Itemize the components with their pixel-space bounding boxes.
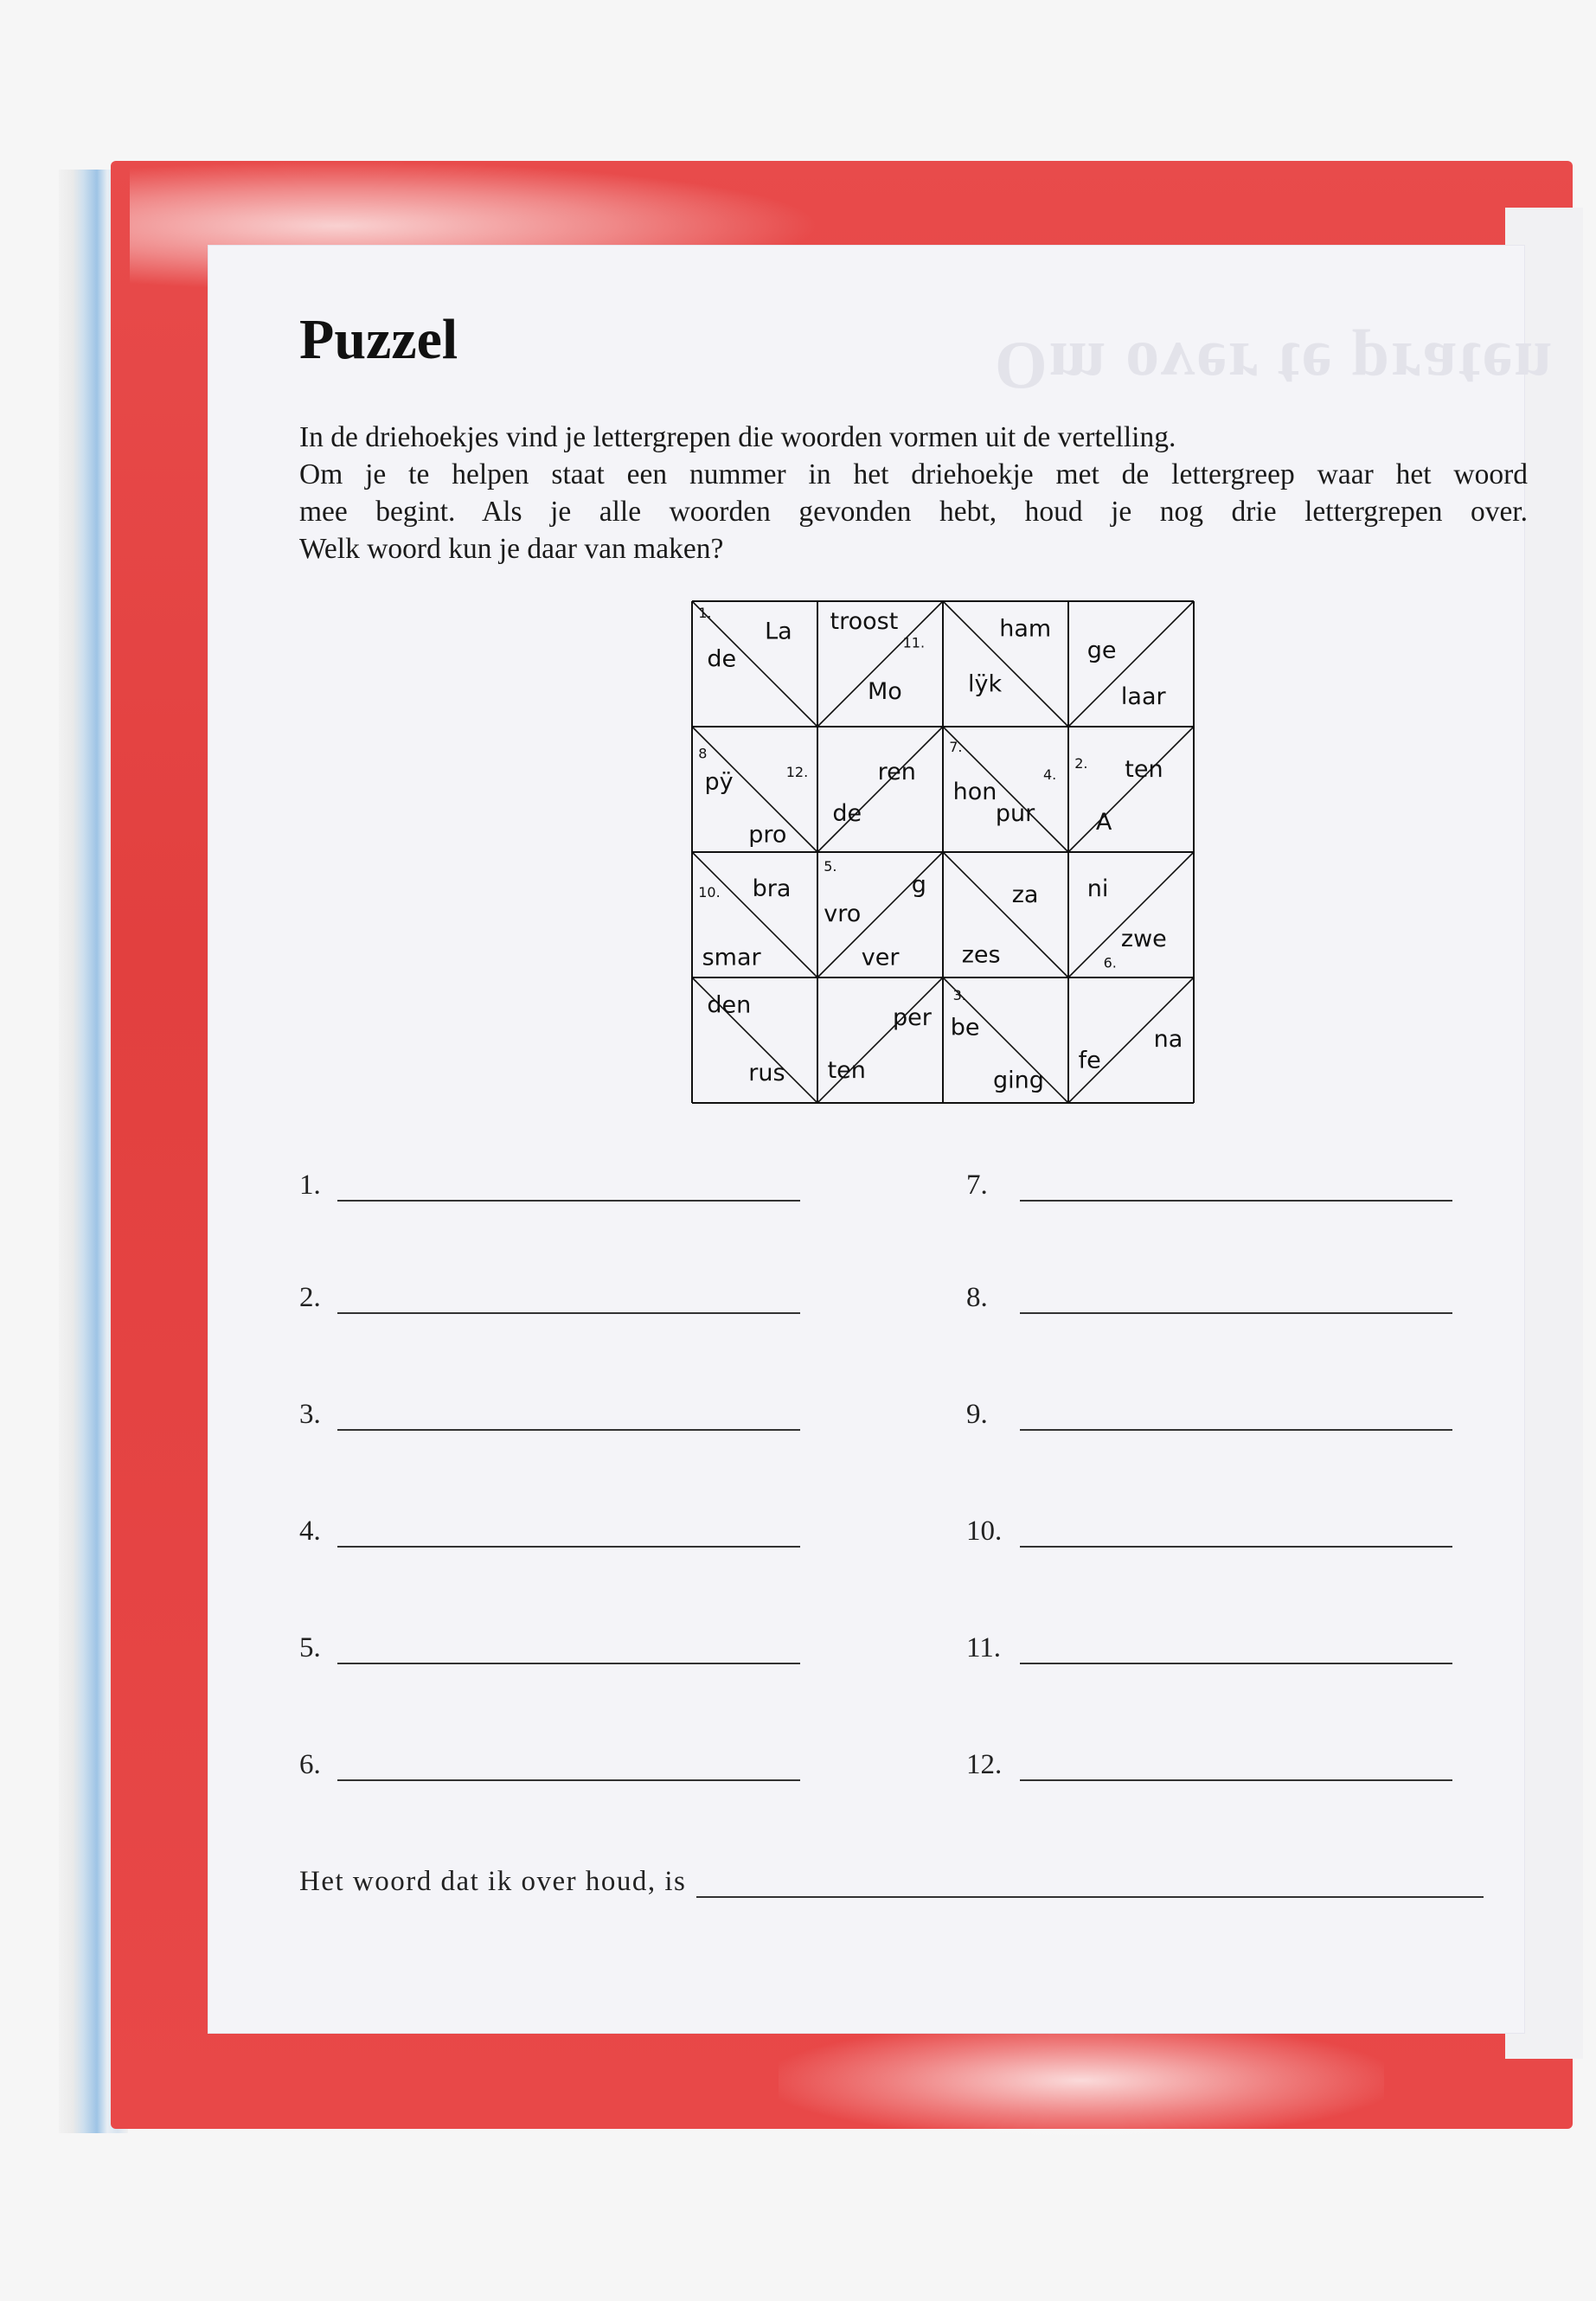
puzzle-grid-svg xyxy=(692,601,1194,1103)
answer-number: 11. xyxy=(966,1632,1002,1663)
syllable-label: A xyxy=(1095,808,1112,836)
answer-line[interactable] xyxy=(337,1779,800,1781)
syllable-label: per xyxy=(893,1004,932,1032)
syllable-label: smar xyxy=(702,944,761,971)
syllable-label: be xyxy=(950,1014,980,1042)
triangle-diagonal xyxy=(1068,852,1194,977)
answer-line[interactable] xyxy=(337,1662,800,1664)
syllable-label: ge xyxy=(1086,637,1117,664)
final-answer-label: Het woord dat ik over houd, is xyxy=(299,1866,687,1897)
syllable-label: laar xyxy=(1120,683,1166,710)
syllable-label: den xyxy=(707,991,752,1019)
answer-number: 3. xyxy=(299,1399,321,1430)
answer-row xyxy=(299,1743,800,1781)
answer-row xyxy=(299,1276,800,1314)
start-number: 11. xyxy=(902,634,926,651)
start-number: 3. xyxy=(952,987,966,1004)
syllable-label: La xyxy=(765,618,792,645)
syllable-label: ten xyxy=(827,1057,866,1084)
syllable-puzzle-grid xyxy=(692,601,1194,1103)
answer-number: 4. xyxy=(299,1516,321,1547)
syllable-label: Mo xyxy=(868,678,902,706)
syllable-label: ging xyxy=(993,1067,1044,1094)
answer-row xyxy=(966,1276,1452,1314)
start-number: 5. xyxy=(824,857,837,875)
start-number: 8 xyxy=(698,745,708,762)
syllable-label: zes xyxy=(961,941,1001,969)
instruction-line: In de driehoekjes vind je lettergrepen die woorden vormen uit de vertelling. xyxy=(299,421,1176,453)
syllable-label: fe xyxy=(1078,1047,1101,1074)
answer-number: 10. xyxy=(966,1516,1003,1547)
answer-row xyxy=(966,1163,1452,1202)
instruction-line: Welk woord kun je daar van maken? xyxy=(299,533,724,565)
answer-number: 12. xyxy=(966,1749,1003,1780)
answer-row xyxy=(299,1509,800,1548)
answer-row xyxy=(299,1393,800,1431)
final-answer-line[interactable] xyxy=(696,1896,1484,1898)
answer-line[interactable] xyxy=(1020,1311,1452,1314)
triangle-diagonal xyxy=(1068,727,1194,852)
syllable-label: na xyxy=(1153,1025,1183,1053)
answer-line[interactable] xyxy=(1020,1779,1452,1781)
answer-line[interactable] xyxy=(337,1311,800,1314)
answer-number: 1. xyxy=(299,1170,321,1201)
syllable-label: pur xyxy=(995,799,1035,827)
answer-row xyxy=(299,1163,800,1202)
answer-line[interactable] xyxy=(337,1545,800,1548)
syllable-label: lÿk xyxy=(968,670,1003,698)
triangle-diagonal xyxy=(817,727,943,852)
syllable-label: vro xyxy=(824,900,862,927)
start-number: 6. xyxy=(1103,954,1117,971)
start-number: 7. xyxy=(949,739,963,755)
syllable-label: za xyxy=(1011,881,1039,908)
answer-number: 9. xyxy=(966,1399,988,1430)
answer-line[interactable] xyxy=(1020,1199,1452,1202)
answer-number: 6. xyxy=(299,1749,321,1780)
syllable-label: ni xyxy=(1086,875,1109,902)
answer-row xyxy=(966,1743,1452,1781)
syllable-label: ver xyxy=(861,944,900,971)
syllable-label: ham xyxy=(999,615,1052,643)
answer-line[interactable] xyxy=(1020,1428,1452,1431)
instruction-line: Om je te helpen staat een nummer in het driehoekje met de lettergreep waar het woord xyxy=(299,458,1528,490)
answer-line[interactable] xyxy=(337,1428,800,1431)
start-number: 4. xyxy=(1043,766,1057,783)
start-number: 10. xyxy=(698,884,721,901)
answer-number: 2. xyxy=(299,1282,321,1313)
answer-number: 7. xyxy=(966,1170,988,1201)
start-number: 2. xyxy=(1074,754,1088,772)
syllable-label: troost xyxy=(830,607,899,635)
answer-row xyxy=(966,1509,1452,1548)
syllable-label: hon xyxy=(952,779,997,806)
syllable-label: ten xyxy=(1125,756,1163,783)
answer-line[interactable] xyxy=(1020,1545,1452,1548)
syllable-label: pÿ xyxy=(704,768,734,796)
syllable-label: rus xyxy=(748,1059,785,1086)
start-number: 12. xyxy=(785,764,809,780)
start-number: 1. xyxy=(698,604,712,621)
final-answer xyxy=(299,1860,1484,1898)
syllable-label: de xyxy=(707,645,737,673)
answer-number: 5. xyxy=(299,1632,321,1663)
syllable-label: g xyxy=(911,871,926,899)
syllable-label: de xyxy=(832,799,862,827)
syllable-label: ren xyxy=(877,758,916,785)
triangle-diagonal xyxy=(817,977,943,1103)
answer-row xyxy=(966,1626,1452,1664)
page-title: Puzzel xyxy=(299,308,458,371)
instructions xyxy=(299,419,1528,567)
answer-line[interactable] xyxy=(1020,1662,1452,1664)
answer-number: 8. xyxy=(966,1282,988,1313)
paint-speckle-bottom xyxy=(779,2024,1384,2137)
syllable-label: bra xyxy=(752,875,792,902)
syllable-label: pro xyxy=(748,821,787,849)
answer-line[interactable] xyxy=(337,1199,800,1202)
answer-row xyxy=(299,1626,800,1664)
bleed-through-title: Om over te praten xyxy=(995,329,1554,404)
answer-row xyxy=(966,1393,1452,1431)
instruction-line: mee begint. Als je alle woorden gevonden hebt, houd je nog drie lettergrepen over. xyxy=(299,496,1528,528)
syllable-label: zwe xyxy=(1120,925,1167,952)
